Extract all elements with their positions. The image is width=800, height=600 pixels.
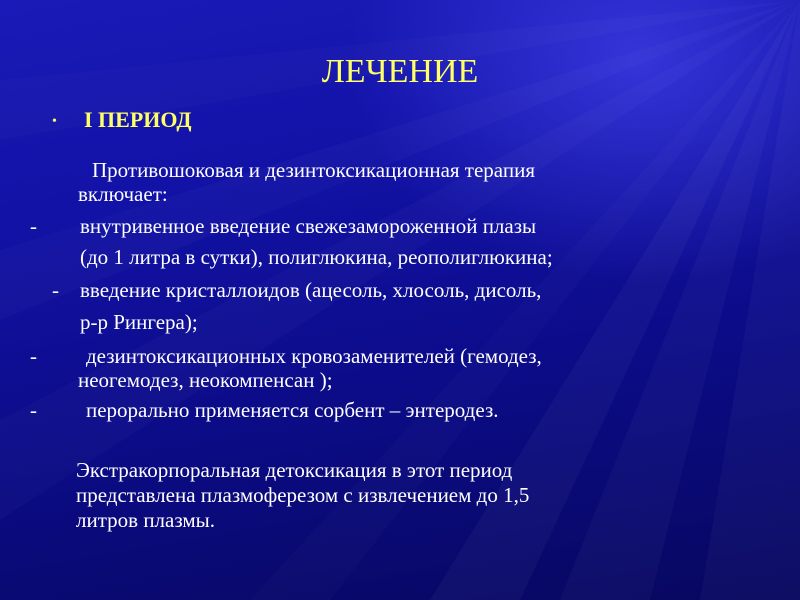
item-4-dash: - [30, 398, 37, 422]
slide-title: ЛЕЧЕНИЕ [321, 53, 479, 90]
outro-line-3: литров плазмы. [76, 508, 216, 532]
item-4-line-1: перорально применяется сорбент – энтеродез. [86, 398, 499, 422]
item-1-line-1: внутривенное введение свежезамороженной плазы [80, 214, 537, 238]
outro-line-1: Экстракорпоральная детоксикация в этот период [76, 458, 513, 482]
item-3-dash: - [30, 344, 37, 368]
item-3-line-1: дезинтоксикационных кровозаменителей (гемодез, [86, 344, 542, 368]
period-heading: I ПЕРИОД [84, 107, 192, 132]
item-1-dash: - [30, 214, 37, 238]
intro-line-1: Противошоковая и дезинтоксикационная терапия [92, 158, 535, 182]
item-2-line-2: р-р Рингера); [80, 310, 198, 334]
item-3-line-2: неогемодез, неокомпенсан ); [78, 368, 333, 392]
bullet-icon: • [52, 114, 57, 129]
outro-line-2: представлена плазмоферезом с извлечением до 1,5 [76, 483, 530, 507]
intro-line-2: включает: [78, 182, 168, 206]
item-1-line-2: (до 1 литра в сутки), полиглюкина, реополиглюкина; [80, 245, 553, 269]
item-2-dash: - [52, 278, 59, 302]
item-2-line-1: введение кристаллоидов (ацесоль, хлосоль, дисоль, [80, 278, 542, 302]
